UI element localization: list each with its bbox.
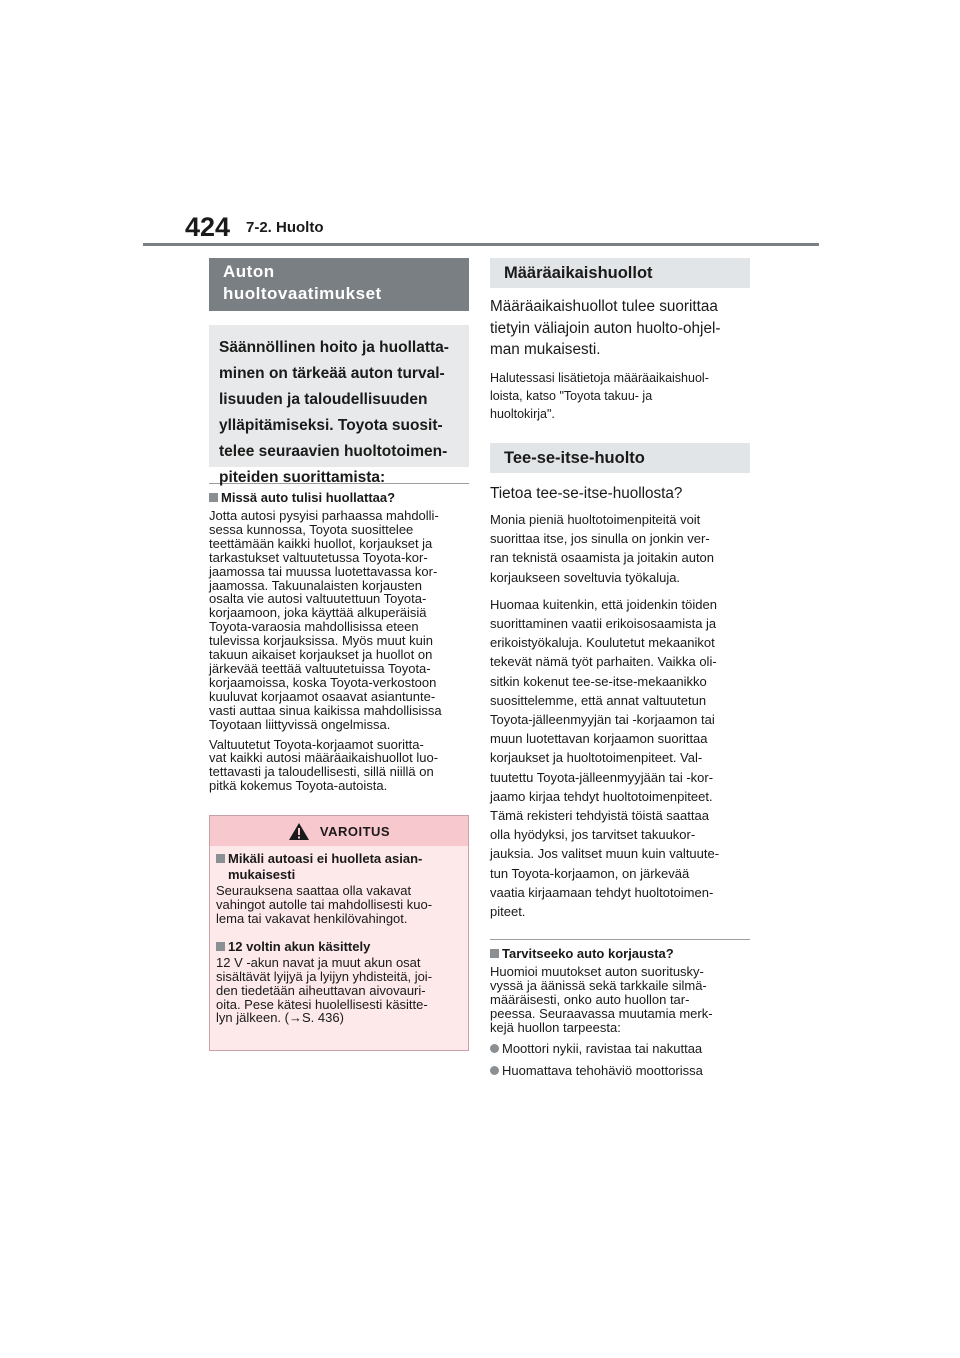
warning-item1-text: Seurauksena saattaa olla vakavat vahingot autolle tai mahdollisesti kuo- lema tai vakavat henkilövahingot. — [216, 883, 433, 926]
scheduled-maintenance-lead: Määräaikaishuollot tulee suorittaa tietyin väliajoin auton huolto-ohjel- man mukaisesti. — [490, 298, 721, 358]
warning-item2-text: 12 V -akun navat ja muut akun osat sisältävät lyijyä ja lyijyn yhdisteitä, joi- den tiedetään aiheuttavan aivovauri- oita. Pese kätesi huolellisesti käsitte- lyn jälkeen. (→S. 436) — [216, 954, 433, 1026]
diy-paragraph-2: Huomaa kuitenkin, että joidenkin töiden suorittaminen vaatii erikoisosaamista ja erikoistyökaluja. Koulutetut mekaanikot tekevät nämä työt parhaiten. Vaikka oli- sitkin kokenut tee-se-itse-mekaanikko suosittelemme, että annat valtuutetun Toyota-jälleenmyyjän tai -korjaamon tai muun luotettavan korjaamon suorittaa korjaukset ja huoltotoimenpiteet. Val- tuutettu Toyota-jälleenmyyjään tai -kor- jaamo kirjaa tehdyt huoltotoimenpiteet. Tämä rekisteri tehdyistä töistä saattaa olla hyödyksi, jos tarvitset takuukor- jauksia. Jos valitset muun kuin valtuute- tun Toyota-korjaamon, on järkevää vaatia kirjaamaan tehdyt huoltotoimen- piteet. — [490, 596, 720, 920]
warning-title: VAROITUS — [319, 823, 391, 839]
circle-bullet-icon — [490, 1044, 499, 1053]
square-bullet-icon — [216, 942, 225, 951]
circle-bullet-icon — [490, 1066, 499, 1075]
repair-needed-heading: Tarvitseeko auto korjausta? — [490, 946, 750, 962]
warning-item2-heading: 12 voltin akun käsittely — [216, 939, 462, 955]
warning-header — [210, 816, 468, 846]
left-column — [209, 258, 469, 1051]
maintenance-requirements-heading: Auton huoltovaatimukset — [209, 258, 469, 311]
square-bullet-icon — [490, 949, 499, 958]
repair-needed-text: Huomioi muutokset auton suoritusky- vyssä ja äänissä sekä tarkkaile silmä- määräisesti, onko auto huollon tar- peessa. Seuraavassa muutamia merk- kejä huollon tarpeesta: — [490, 964, 713, 1035]
square-bullet-icon — [216, 854, 225, 863]
warning-item1-heading: Mikäli autoasi ei huolleta asian- mukaisesti — [216, 851, 462, 883]
where-service-paragraph-1: Jotta autosi pysyisi parhaassa mahdolli- sessa kunnossa, Toyota suosittelee teettämään kaikki huollot, korjaukset ja tarkastukset valtuutetussa Toyota-kor- jaamossa tai muussa luotettavassa kor- jaamossa. Takuunalaisten korjausten osalta vie autosi valtuutettuun Toyota- korjaamoon, joka käyttää alkuperäisiä Toyota-varaosia mahdollisissa eteen tulevissa korjauksissa. Myös muut kuin takuun aikaiset korjaukset ja huollot on järkevää teettää valtuutetuissa Toyota- korjaamoissa, koska Toyota-verkostoon kuuluvat korjaamot osaavat asiantunte- vasti auttaa sinua kaikissa mahdollisissa Toyotaan liittyvissä ongelmissa. — [209, 508, 442, 732]
page-number: 424 — [185, 212, 231, 242]
right-column — [490, 258, 750, 1079]
section-label: 7-2. Huolto — [246, 219, 324, 236]
header-rule — [143, 243, 819, 246]
warning-box — [209, 815, 469, 1051]
scheduled-maintenance-note: Halutessasi lisätietoja määräaikaishuol- loista, katso "Toyota takuu- ja huoltokirja". — [490, 370, 709, 421]
warning-body — [210, 851, 468, 1025]
where-service-heading: Missä auto tulisi huollattaa? — [209, 490, 469, 506]
scheduled-maintenance-heading: Määräaikaishuollot — [490, 258, 750, 288]
intro-box: Säännöllinen hoito ja huollatta- minen on tärkeää auton turval- lisuuden ja taloudellisuuden ylläpitämiseksi. Toyota suosit- telee seuraavien huoltotoimen- piteiden suorittamista: — [209, 325, 469, 467]
warning-triangle-icon — [288, 822, 310, 841]
square-bullet-icon — [209, 493, 218, 502]
list-item: Huomattava tehohäviö moottorissa — [490, 1063, 750, 1079]
where-service-paragraph-2: Valtuutetut Toyota-korjaamot suoritta- vat kaikki autosi määräaikaishuollot luo- tettavasti ja taloudellisesti, sillä niillä on pitkä kokemus Toyota-autoista. — [209, 736, 439, 794]
diy-maintenance-heading: Tee-se-itse-huolto — [490, 443, 750, 473]
diy-paragraph-1: Monia pieniä huoltotoimenpiteitä voit suorittaa itse, jos sinulla on jonkin ver- ran teknistä osaamista ja joitakin auton korjaukseen soveltuvia työkaluja. — [490, 512, 715, 585]
divider — [490, 939, 750, 940]
list-item: Moottori nykii, ravistaa tai nakuttaa — [490, 1041, 750, 1057]
diy-lead: Tietoa tee-se-itse-huollosta? — [490, 484, 683, 502]
